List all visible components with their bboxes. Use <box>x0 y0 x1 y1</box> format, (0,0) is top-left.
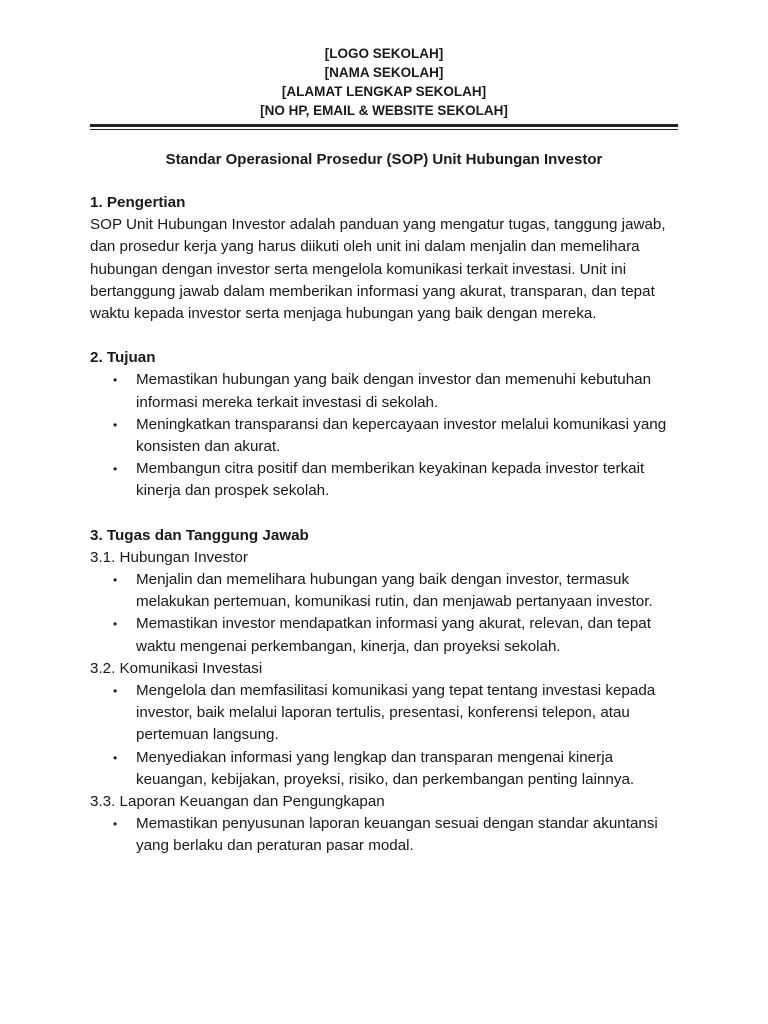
bullet-icon: • <box>113 750 118 765</box>
school-name-placeholder: [NAMA SEKOLAH] <box>324 65 444 80</box>
document-title: Standar Operasional Prosedur (SOP) Unit Hubungan Investor <box>165 151 603 168</box>
list-item-text: Memastikan penyusunan laporan keuangan sesuai dengan standar akuntansi yang berlaku dan peraturan pasar modal. <box>136 815 658 855</box>
letterhead-divider-thick <box>90 124 678 127</box>
list-item-text: Menjalin dan memelihara hubungan yang baik dengan investor, termasuk melakukan pertemuan, komunikasi rutin, dan menjawab pertanyaan investor. <box>136 571 653 611</box>
list-hubungan-investor <box>90 569 680 658</box>
section-heading-tugas: 3. Tugas dan Tanggung Jawab <box>90 526 309 544</box>
spacer <box>90 503 680 525</box>
list-item <box>90 369 680 413</box>
list-item-text: Menyediakan informasi yang lengkap dan transparan mengenai kinerja keuangan, kebijakan, proyeksi, risiko, dan perkembangan penting lainnya. <box>136 748 635 788</box>
letterhead-divider-thin <box>90 129 678 130</box>
list-item <box>90 747 680 791</box>
list-item <box>90 680 680 747</box>
section-heading-pengertian: 1. Pengertian <box>90 194 186 211</box>
bullet-icon: • <box>113 684 118 699</box>
list-item <box>90 569 680 613</box>
list-laporan-keuangan <box>90 813 680 857</box>
document-body <box>90 192 680 858</box>
subheading-laporan-keuangan: 3.3. Laporan Keuangan dan Pengungkapan <box>90 793 385 811</box>
bullet-icon: • <box>113 373 118 388</box>
subheading-komunikasi-investasi: 3.2. Komunikasi Investasi <box>90 659 263 677</box>
list-item-text: Membangun citra positif dan memberikan keyakinan kepada investor terkait kinerja dan prospek sekolah. <box>136 460 645 500</box>
list-item <box>90 613 680 657</box>
school-address-placeholder: [ALAMAT LENGKAP SEKOLAH] <box>281 84 487 99</box>
subheading-hubungan-investor: 3.1. Hubungan Investor <box>90 548 248 566</box>
list-komunikasi-investasi <box>90 680 680 791</box>
spacer <box>90 325 680 347</box>
list-item-text: Mengelola dan memfasilitasi komunikasi yang tepat tentang investasi kepada investor, baik melalui laporan tertulis, presentasi, konferensi telepon, atau pertemuan langsung. <box>136 682 656 744</box>
bullet-icon: • <box>113 573 118 588</box>
list-item-text: Memastikan hubungan yang baik dengan investor dan memenuhi kebutuhan informasi mereka terkait investasi di sekolah. <box>136 371 652 411</box>
bullet-icon: • <box>113 817 118 832</box>
letterhead <box>90 44 678 120</box>
bullet-icon: • <box>113 462 118 477</box>
list-tujuan <box>90 369 680 502</box>
paragraph-pengertian: SOP Unit Hubungan Investor adalah panduan yang mengatur tugas, tanggung jawab, dan prosedur kerja yang harus diikuti oleh unit ini dalam menjalin dan memelihara hubungan dengan investor serta mengelola komunikasi terkait investasi. Unit ini bertanggung jawab dalam memberikan informasi yang akurat, transparan, dan tepat waktu kepada investor serta menjaga hubungan yang baik dengan mereka. <box>90 216 666 323</box>
list-item <box>90 414 680 458</box>
list-item <box>90 813 680 857</box>
section-heading-tujuan: 2. Tujuan <box>90 349 156 367</box>
list-item-text: Memastikan investor mendapatkan informasi yang akurat, relevan, dan tepat waktu mengenai perkembangan, kinerja, dan proyeksi sekolah. <box>136 615 651 655</box>
bullet-icon: • <box>113 617 118 632</box>
school-logo-placeholder: [LOGO SEKOLAH] <box>324 46 444 61</box>
school-contact-placeholder: [NO HP, EMAIL & WEBSITE SEKOLAH] <box>260 103 508 118</box>
list-item-text: Meningkatkan transparansi dan kepercayaan investor melalui komunikasi yang konsisten dan akurat. <box>136 415 667 456</box>
bullet-icon: • <box>113 417 118 432</box>
list-item <box>90 458 680 502</box>
